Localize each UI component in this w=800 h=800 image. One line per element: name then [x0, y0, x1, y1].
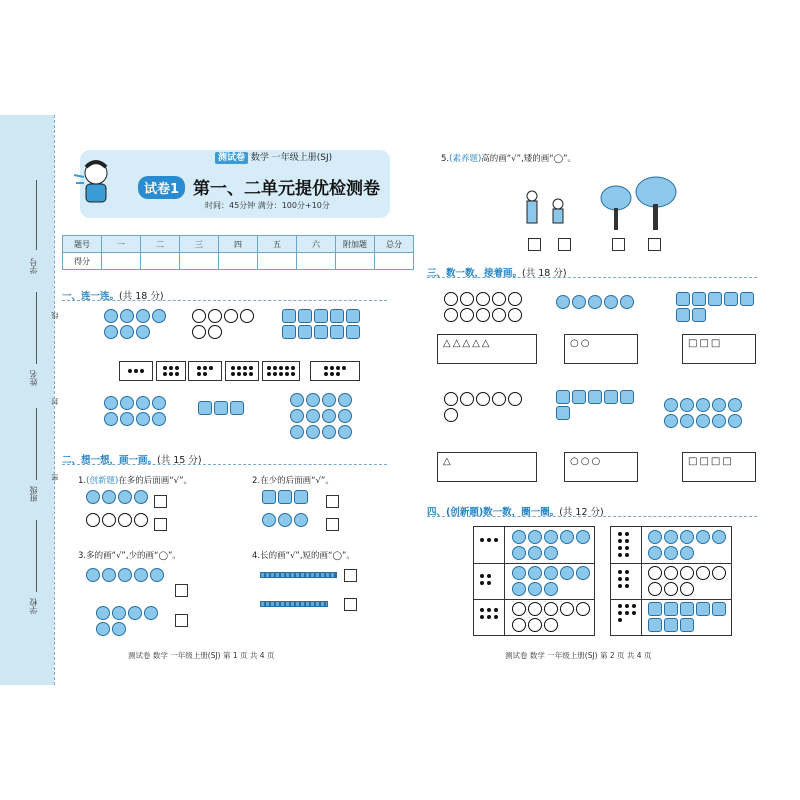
q3-answer-box-1[interactable] [175, 584, 188, 597]
q2-answer-box-2[interactable] [326, 518, 339, 531]
q4-answer-box-2[interactable] [344, 598, 357, 611]
section-3-title: 三、数一数，接着画。 [427, 268, 523, 279]
score-table-score-row [63, 253, 414, 270]
mushroom-group-icon [676, 292, 760, 322]
cut-mark: 线 [51, 312, 59, 319]
pineapple-row-icon [262, 490, 316, 504]
score-cell[interactable] [102, 253, 141, 270]
section-4-score: (共 12 分) [559, 507, 604, 518]
q5-tag: (素养题) [449, 154, 482, 164]
children-height-icon [520, 186, 570, 236]
q5-answer-box-1[interactable] [528, 238, 541, 251]
q5-answer-box-4[interactable] [648, 238, 661, 251]
ladybug-grid-icon [512, 602, 590, 632]
apple-row-icon [96, 606, 160, 636]
binding-label-name: 姓名 [29, 370, 38, 386]
dots-6 [480, 538, 498, 542]
peach-row-icon [86, 568, 168, 582]
binding-strip [0, 115, 54, 685]
section-divider [427, 516, 757, 517]
butterfly-grid-icon [648, 602, 726, 632]
binding-line [36, 520, 37, 592]
question-3: 3.多的画“√”,少的画“◯”。 [78, 551, 181, 561]
question-2: 2.在少的后面画“√”。 [252, 476, 334, 486]
score-header-cell: 一 [102, 236, 141, 253]
q1-text: 在多的后面画“√”。 [118, 476, 192, 486]
binding-label-school: 学校 [29, 598, 38, 614]
score-cell[interactable] [258, 253, 297, 270]
apple-group-icon [104, 396, 168, 426]
section-divider [62, 464, 387, 465]
paper-number-badge: 试卷1 [138, 176, 185, 199]
score-header-cell: 题号 [63, 236, 102, 253]
score-row-label: 得分 [63, 253, 102, 270]
section-2-score: (共 15 分) [157, 455, 202, 466]
score-header-cell: 二 [141, 236, 180, 253]
score-cell[interactable] [219, 253, 258, 270]
q5-text: 高的画“√”,矮的画“◯”。 [481, 154, 577, 164]
score-header-cell: 四 [219, 236, 258, 253]
q3-answer-box-2[interactable] [175, 614, 188, 627]
dot-card-5[interactable] [188, 361, 222, 381]
cut-mark: 封 [51, 398, 59, 405]
dots-6c [618, 570, 629, 588]
score-header-cell: 三 [180, 236, 219, 253]
cut-mark: 密 [51, 474, 59, 481]
dot-card-6[interactable] [156, 361, 186, 381]
q1-tag: (创新题) [86, 476, 119, 486]
dot-card-7[interactable] [310, 361, 360, 381]
q5-number: 5. [441, 154, 450, 164]
answer-box-triangle[interactable]: △ [437, 452, 537, 482]
q1-answer-box-1[interactable] [154, 495, 167, 508]
binding-label-student-no: 学号 [29, 258, 38, 274]
section-1-title: 一、连一连。 [62, 291, 120, 302]
mushroom-group-icon [198, 401, 262, 415]
score-cell[interactable] [297, 253, 336, 270]
time-score-info: 时间：45分钟 满分：100分+10分 [205, 201, 330, 210]
section-2-title: 二、想一想，画一画。 [62, 455, 158, 466]
score-header-cell: 总分 [375, 236, 414, 253]
header-top-line [215, 150, 332, 163]
q2-answer-box-1[interactable] [326, 495, 339, 508]
section-divider [62, 300, 387, 301]
answer-box-squares-4[interactable]: □□□□ [682, 452, 756, 482]
soccer-ball-group-icon [444, 292, 536, 322]
answer-box-squares[interactable]: □□□ [682, 334, 756, 364]
dots-8 [618, 532, 629, 557]
section-1-score: (共 18 分) [119, 291, 164, 302]
binding-line [36, 292, 37, 364]
score-cell[interactable] [375, 253, 414, 270]
question-5 [441, 152, 576, 164]
short-stick-icon [260, 601, 328, 607]
dog-group-icon [192, 309, 256, 339]
dot-card-3[interactable] [119, 361, 153, 381]
score-header-cell: 六 [297, 236, 336, 253]
q5-answer-box-2[interactable] [558, 238, 571, 251]
dots-7 [618, 604, 636, 622]
section-3-score: (共 18 分) [522, 268, 567, 279]
strawberry-grid-icon [512, 566, 590, 596]
dots-4 [480, 574, 491, 585]
cake-group-icon [282, 309, 364, 339]
subject-grade: 数学 一年级上册(SJ) [250, 153, 333, 163]
score-table-header-row [63, 236, 414, 253]
lemon-group-icon [664, 398, 756, 428]
q5-answer-box-3[interactable] [612, 238, 625, 251]
dragonfly-grid-icon [648, 566, 726, 596]
apple-grid-icon [512, 530, 590, 560]
score-cell[interactable] [141, 253, 180, 270]
boat-group-icon [556, 390, 642, 420]
banana-row-icon [86, 513, 156, 527]
section-4-title: 四、(创新题)数一数，圈一圈。 [427, 507, 560, 518]
binding-line [36, 180, 37, 250]
section-divider [427, 277, 757, 278]
q4-answer-box-1[interactable] [344, 569, 357, 582]
dots-6b [480, 608, 498, 619]
page-title: 第一、二单元提优检测卷 [193, 179, 380, 199]
binding-label-class: 班级 [29, 486, 38, 502]
score-table [62, 235, 414, 270]
answer-box-circles-3[interactable]: ○○○ [564, 452, 638, 482]
dot-card-10[interactable] [262, 361, 300, 381]
score-cell[interactable] [336, 253, 375, 270]
page-footer-right: 测试卷 数学 一年级上册(SJ) 第 2 页 共 4 页 [505, 651, 652, 660]
pear-row-icon [262, 513, 316, 527]
bird-grid-icon [648, 530, 726, 560]
question-1 [78, 474, 192, 486]
q1-number: 1. [78, 476, 87, 486]
bird-group-icon [290, 393, 366, 439]
long-stick-icon [260, 572, 337, 578]
dot-card-8[interactable] [225, 361, 259, 381]
duck-group-icon [556, 295, 642, 309]
girl-group-icon [444, 392, 536, 422]
page-footer-left: 测试卷 数学 一年级上册(SJ) 第 1 页 共 4 页 [128, 651, 275, 660]
answer-box-circles[interactable]: ○○ [564, 334, 638, 364]
answer-box-triangles[interactable]: △△△△△ [437, 334, 537, 364]
score-header-cell: 附加题 [336, 236, 375, 253]
score-cell[interactable] [180, 253, 219, 270]
strawberry-row-icon [86, 490, 156, 504]
q1-answer-box-2[interactable] [154, 518, 167, 531]
boy-mascot-icon [70, 155, 120, 215]
score-header-cell: 五 [258, 236, 297, 253]
question-4: 4.长的画“√”,短的画“◯”。 [252, 551, 355, 561]
trees-height-icon [598, 176, 680, 236]
test-paper-tag: 测试卷 [215, 152, 248, 164]
binding-line [36, 408, 37, 480]
pumpkin-group-icon [104, 309, 168, 339]
